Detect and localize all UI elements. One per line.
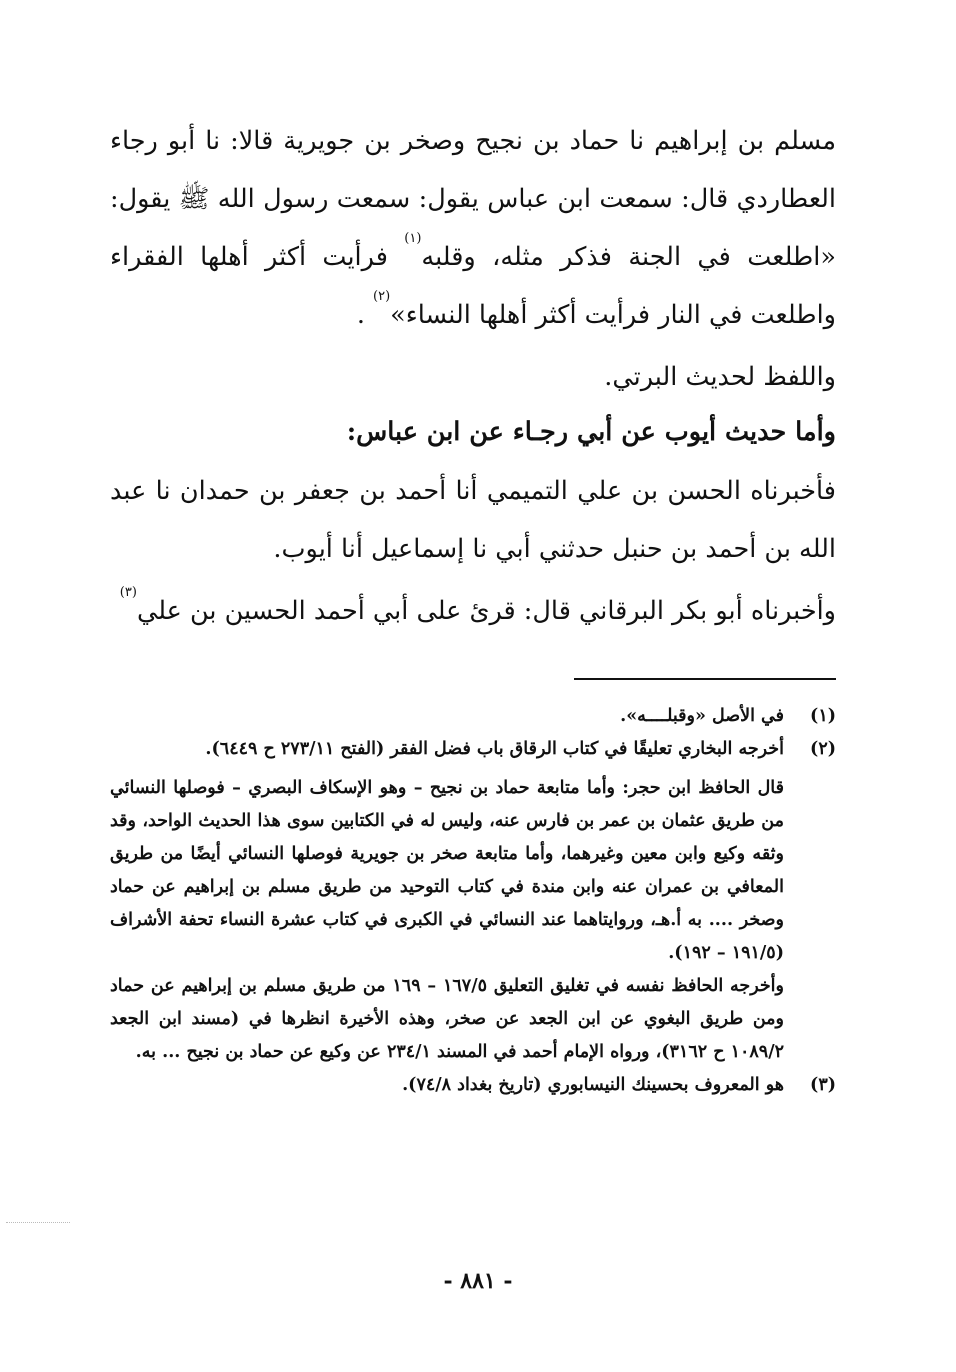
footnote-separator	[574, 678, 836, 680]
footnotes	[110, 700, 836, 1102]
footnote-2-continuation-1: قال الحافظ ابن حجر: وأما متابعة حماد بن نجيح – وهو الإسكاف البصري – فوصلها النسائي من طريق عثمان بن عمر بن فارس عنه، وليس له في الكتابين سوى هذا الحديث الواحد، وقد وثقه وكيع وابن معين وغيرهما، وأما متابعة صخر بن جويرية فوصلها النسائي أيضًا من طريق المعافي بن عمران عنه وابن مندة في كتاب التوحيد من طريق مسلم بن إبراهيم عن حماد وصخر .... به أ.هـ، وروايتاهما عند النسائي في الكبرى في كتاب عشرة النساء تحفة الأشراف (١٩١/٥ – ١٩٢).	[110, 778, 784, 963]
footnote-1	[110, 700, 836, 733]
footnote-ref-1: (١)	[404, 231, 422, 246]
footnote-ref-3: (٣)	[119, 585, 137, 600]
footnote-1-text: في الأصل «وقبلــــه».	[620, 706, 784, 726]
footnote-3-number: (٣)	[810, 1075, 836, 1095]
footnote-3-text: هو المعروف بحسينك النيسابوري (تاريخ بغداد ٧٤/٨).	[402, 1075, 784, 1095]
page-number: - ٨٨١ -	[443, 1268, 513, 1294]
footnote-ref-2: (٢)	[373, 289, 391, 304]
footnote-2-number: (٢)	[810, 739, 836, 759]
paragraph-3: فأخبرناه الحسن بن علي التميمي أنا أحمد بن جعفر بن حمدان نا عبد الله بن أحمد بن حنبل حدثني أبي نا إسماعيل أنا أيوب.	[110, 476, 836, 564]
paragraph-2: واللفظ لحديث البرتي.	[604, 362, 836, 392]
footnote-2	[110, 733, 836, 766]
paragraph-4-text: وأخبرناه أبو بكر البرقاني قال: قرئ على أبي أحمد الحسين بن علي	[136, 596, 836, 626]
footnote-2-continuation-2: وأخرجه الحافظ نفسه في تغليق التعليق ١٦٧/٥ – ١٦٩ من طريق مسلم بن إبراهيم عن حماد ومن طريق البغوي عن ابن الجعد عن صخر، وهذه الأخيرة انظرها في (مسند ابن الجعد ١٠٨٩/٢ ح ٣١٦٢)، ورواه الإمام أحمد في المسند ٢٣٤/١ عن وكيع عن حماد بن نجيح ... به.	[110, 976, 784, 1062]
footnote-3	[110, 1069, 836, 1102]
section-heading: وأما حديث أيوب عن أبي رجـاء عن ابن عباس:	[346, 417, 836, 447]
paragraph-1-text-c: .	[356, 300, 374, 330]
paragraph-1-text-a: مسلم بن إبراهيم نا حماد بن نجيح وصخر بن جويرية قالا: نا أبو رجاء العطاردي قال: سمعت ابن عباس يقول: سمعت رسول الله ﷺ يقول: «اطلعت في الجنة فذكر مثله، وقلبه	[110, 126, 836, 272]
main-text	[110, 112, 836, 640]
paragraph-4	[110, 582, 836, 640]
scan-artifact	[6, 1222, 70, 1223]
footnote-2-text: أخرجه البخاري تعليقًا في كتاب الرقاق باب فضل الفقر (الفتح ٢٧٣/١١ ح ٦٤٤٩).	[205, 739, 784, 759]
paragraph-1-text-b: فرأيت أكثر أهلها الفقراء واطلعت في النار فرأيت أكثر أهلها النساء»	[110, 242, 836, 330]
footnote-1-number: (١)	[810, 706, 836, 726]
paragraph-1	[110, 112, 836, 344]
